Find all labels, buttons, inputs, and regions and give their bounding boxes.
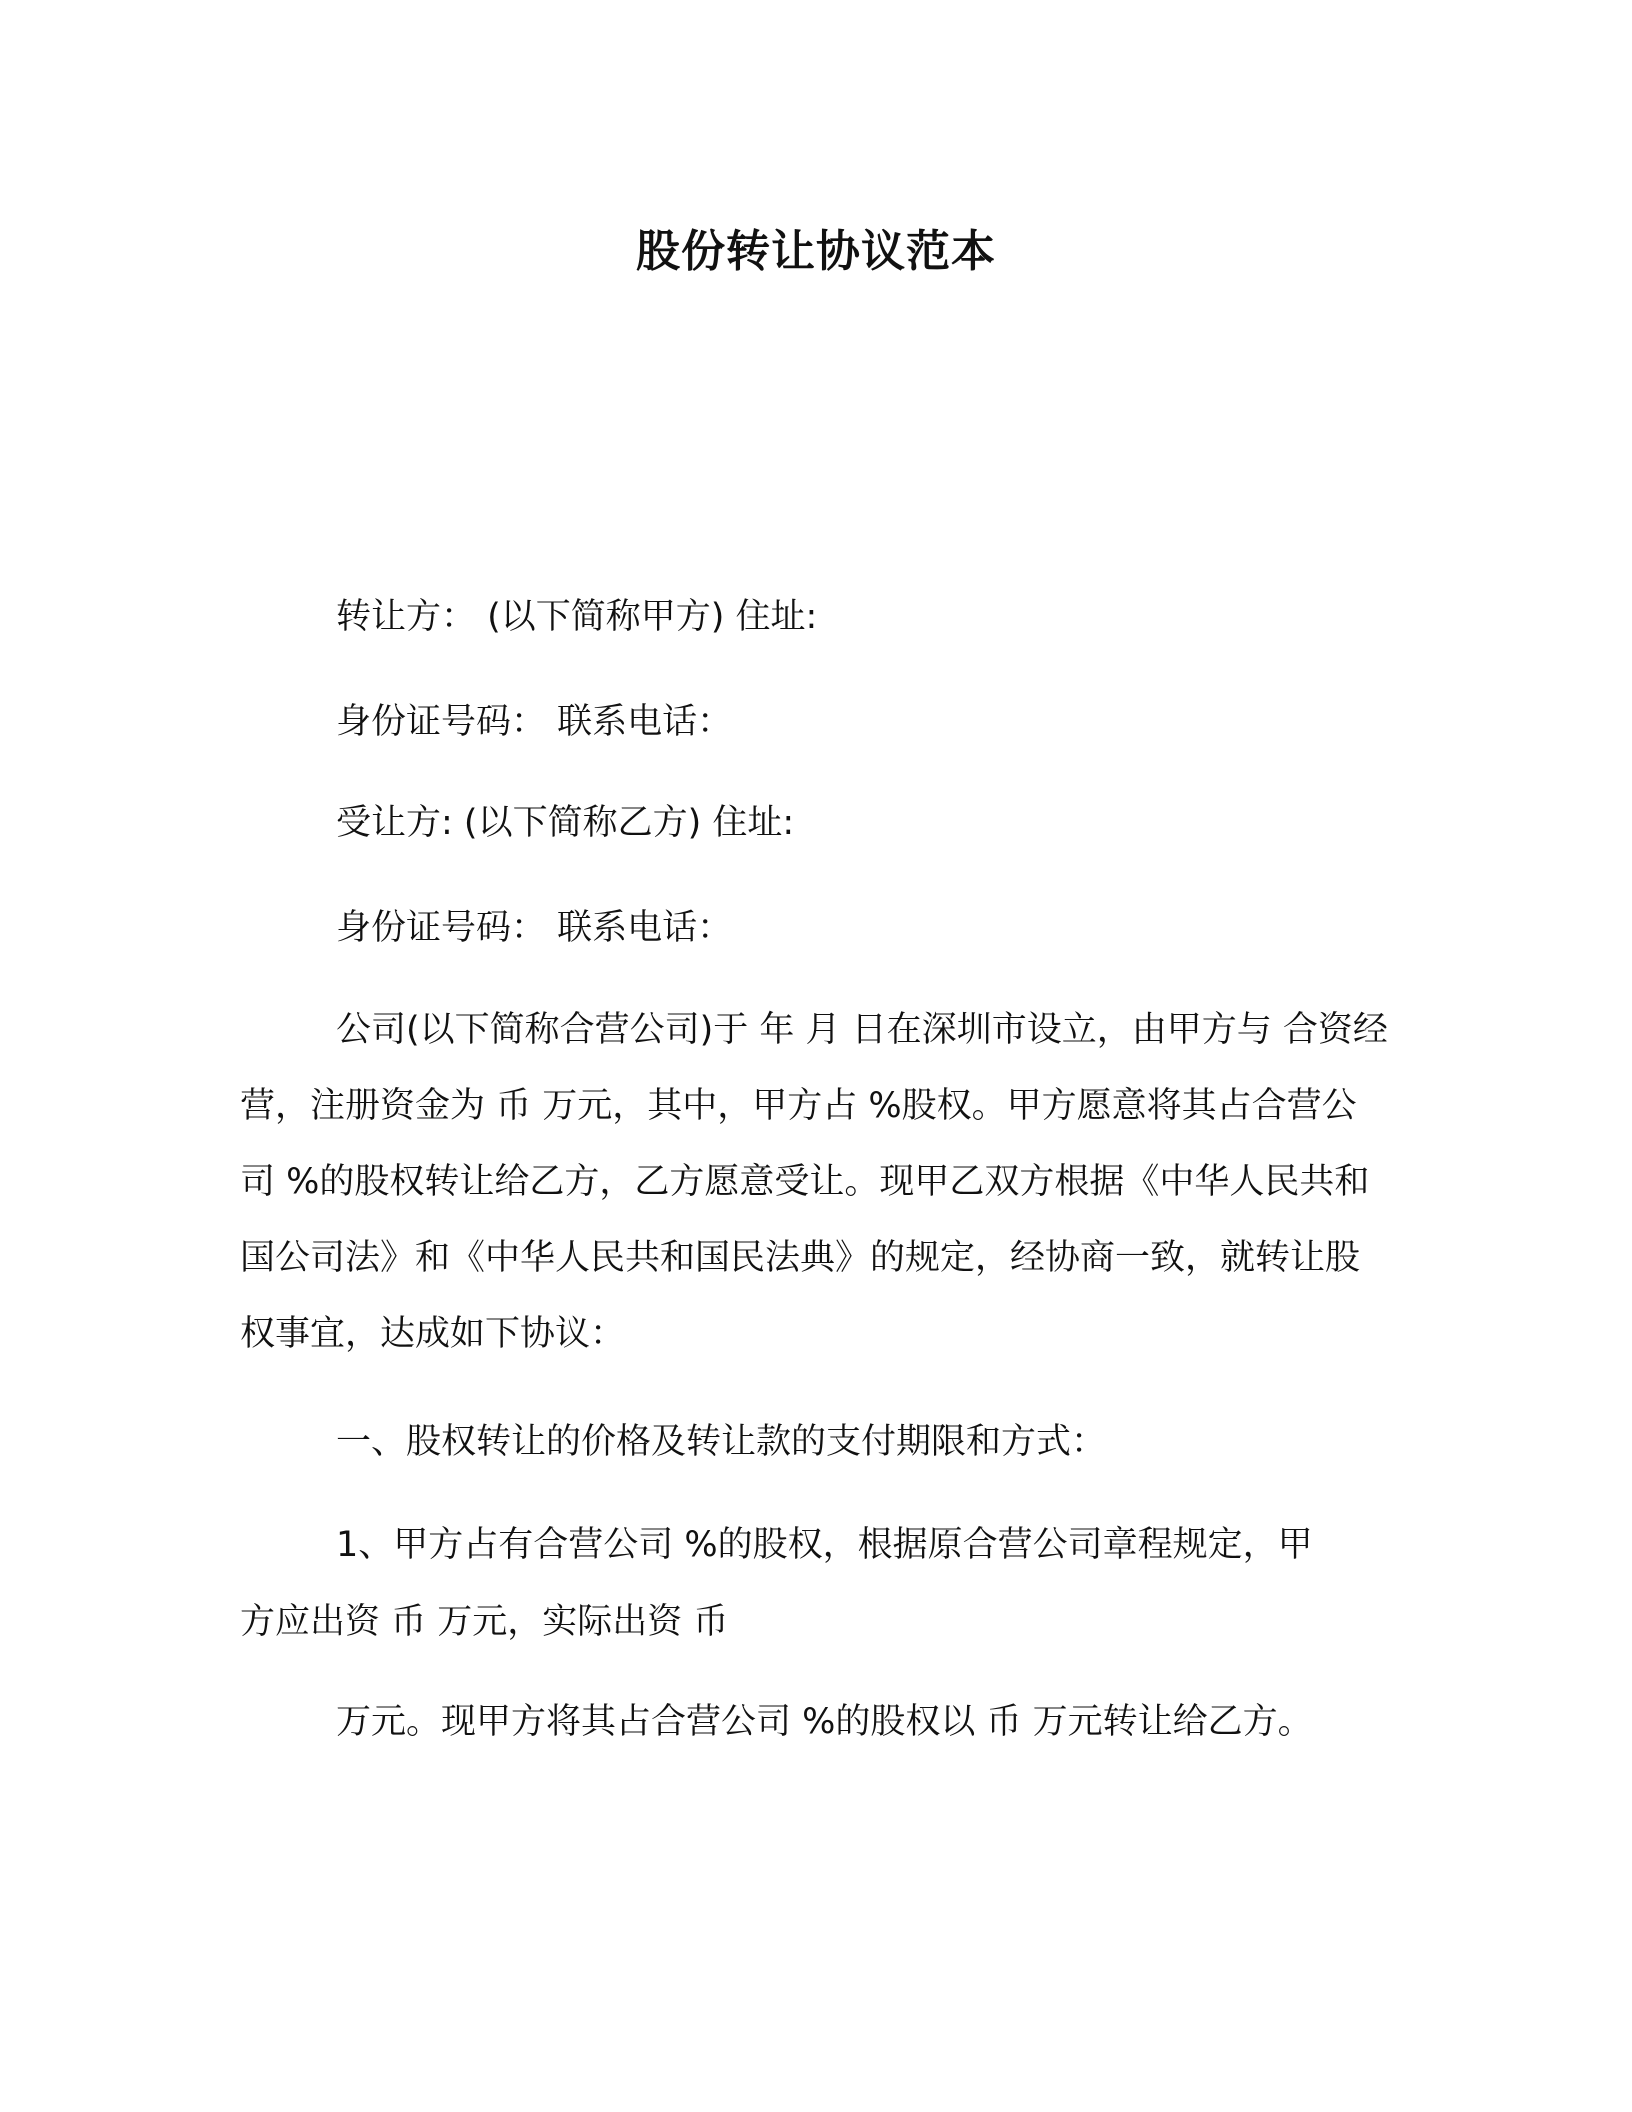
document-title: 股份转让协议范本 [636, 226, 996, 277]
transferee-line: 受让方: (以下简称乙方) 住址: [336, 803, 795, 843]
transferee-id-phone-line: 身份证号码： 联系电话： [336, 908, 733, 948]
transferor-id-phone-line: 身份证号码： 联系电话： [336, 702, 733, 742]
clause-1-line-3: 万元。现甲方将其占合营公司 %的股权以 币 万元转让给乙方。 [336, 1702, 1313, 1742]
section-1-heading: 一、股权转让的价格及转让款的支付期限和方式： [336, 1422, 1107, 1462]
clause-1-line-1: 1、甲方占有合营公司 %的股权，根据原合营公司章程规定，甲 [336, 1525, 1313, 1565]
intro-paragraph: 公司(以下简称合营公司)于 年 月 日在深圳市设立，由甲方与 合资经营，注册资金为 币 万元，其中，甲方占 %股权。甲方愿意将其占合营公司 %的股权转让给乙方，乙方愿意受让。现甲乙双方根据《中华人民共和国公司法》和《中华人民共和国民法典》的规定，经协商一致，就转让股权事宜，达成如下协议： [240, 1010, 1388, 1354]
clause-1-line-2: 方应出资 币 万元，实际出资 币 [240, 1602, 729, 1642]
transferor-line: 转让方： (以下简称甲方) 住址: [336, 597, 818, 637]
